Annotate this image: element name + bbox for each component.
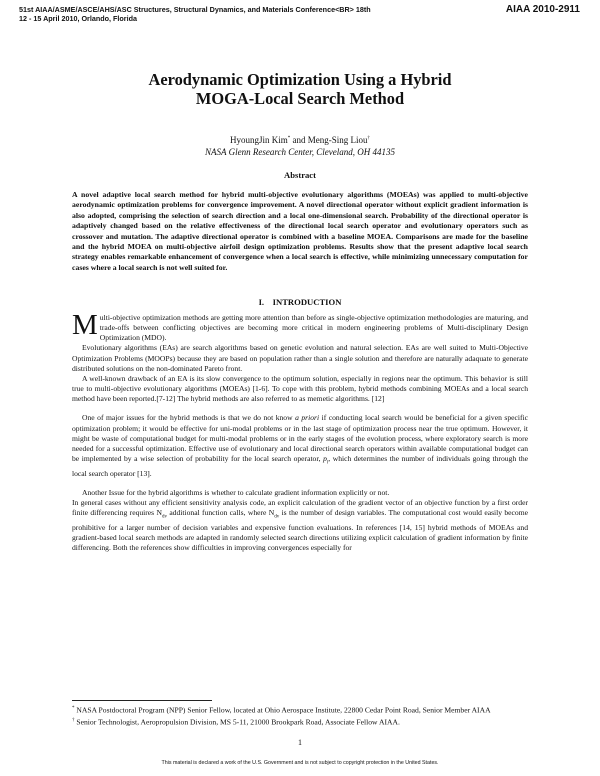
footnote-1: [72, 704, 528, 716]
author-2-mark: †: [367, 136, 370, 141]
paragraph-6-subscript-1: dv: [161, 514, 167, 520]
conference-line-2: 12 - 15 April 2010, Orlando, Florida: [19, 14, 137, 23]
page-number: 1: [298, 738, 302, 747]
footnotes: [72, 704, 528, 727]
paragraph-6-subscript-2: dv: [274, 514, 280, 520]
paper-id: AIAA 2010-2911: [505, 4, 580, 15]
footnote-1-text: NASA Postdoctoral Program (NPP) Senior Fellow, located at Ohio Aerospace Institute, 22800 Cedar Point Road, Senior Member AIAA: [74, 705, 491, 715]
conference-header: [19, 5, 459, 23]
title-line-1: Aerodynamic Optimization Using a Hybrid: [148, 70, 452, 89]
paper-title: [0, 70, 600, 108]
footnote-2-mark: †: [72, 717, 75, 723]
footnote-divider: [72, 700, 212, 701]
paragraph-4-subscript: l: [326, 460, 329, 466]
paragraph-6: [72, 498, 528, 553]
paragraph-5: Another Issue for the hybrid algorithms is whether to calculate gradient information explicitly or not.: [82, 487, 390, 497]
paragraph-4-part-a: One of major issues for the hybrid methods is that we do not know: [82, 413, 296, 423]
paragraph-6-part-b: additional function calls, where N: [166, 508, 275, 518]
author-and: and: [290, 135, 308, 145]
paragraph-1: [72, 309, 528, 343]
title-line-2: MOGA-Local Search Method: [195, 89, 405, 108]
footnote-2-text: Senior Technologist, Aeropropulsion Division, MS 5-11, 21000 Brookpark Road, Associate Fellow AIAA.: [74, 717, 400, 727]
abstract-heading: Abstract: [284, 170, 316, 180]
paragraph-1-text: ulti-objective optimization methods are getting more attention than before as single-objective optimization methodologies are maturing, and trade-offs between conflicting objectives are becoming more critical in modern engineering problems of Multi-disciplinary Design Optimization (MDO).: [99, 313, 528, 343]
paragraph-4-variable: p: [323, 454, 327, 464]
paragraph-4-part-c: , which determines the number of individuals going through the local search operator [13].: [72, 454, 528, 478]
copyright-note: This material is declared a work of the U.S. Government and is not subject to copyright protection in the United States.: [161, 760, 439, 766]
footnote-2: [72, 716, 528, 728]
paragraph-6-part-a: In general cases without any efficient sensitivity analysis code, an explicit calculation of the gradient vector of an objective function by a first order finite differencing requires N: [72, 498, 528, 518]
paragraph-3: A well-known drawback of an EA is its slow convergence to the optimum solution, especially in regions near the optimum. This behavior is still true to multi-objective evolutionary algorithms (MOEAs) [1-6]. To cope with this problem, hybrid methods combining MOEAs and a local search method have been reported.[7-12] The hybrid methods are also referred to as memetic algorithms. [12]: [72, 373, 528, 404]
paragraph-6-part-c: is the number of design variables. The computational cost would easily become prohibitive for a larger number of decision variables and expensive function evaluations. In references [14, 15] hybrid methods of MOEAs and gradient-based local search methods are adapted in randomly selected search directions utilizing explicit calculation of gradient information by finite differencing. Both the references show difficulties in improving convergences especially for: [72, 508, 528, 553]
author-1: HyoungJin Kim: [229, 135, 288, 145]
conference-line-1: 51st AIAA/ASME/ASCE/AHS/ASC Structures, Structural Dynamics, and Materials Conference<BR> 18th: [19, 5, 371, 14]
author-line: [0, 133, 600, 146]
introduction-body: [72, 309, 528, 553]
abstract-text: A novel adaptive local search method for hybrid multi-objective evolutionary algorithms (MOEAs) was applied to multi-objective aerodynamic optimization problems for convergence improvement. A novel directional operator without explicit gradient information is also adopted, comprising the selection of search direction and a local one-dimensional search. Probability of the directional operator is adaptively changed based on the relative effectiveness of the directional local search operator and evolutionary operators such as crossover and mutation. The adaptive directional operator is combined with a baseline MOEA. Comparisons are made for the baseline and the hybrid MOEA on multi-objective airfoil design optimization problems. Results show that the present adaptive local search strategy enables remarkable enhancement of convergence when a local search is effective, while minimizing unnecessary computation for cases where a local search is not well suited for.: [72, 190, 528, 272]
paragraph-4-emphasis: a priori: [295, 413, 320, 423]
paragraph-4-part-b: if conducting local search would be beneficial for a given specific optimization problem; it would be effective for uni-modal problems or in the last stage of optimization process near the true optimum. However, it might be waste of computational budget for multi-modal problems or in the early stages of the evolution process, where exploratory search is more needed for a successful optimization. Effective use of evolutionary and local directional search operators within available computational budget can be implemented by a wise selection of probability for the local search operator,: [72, 413, 528, 464]
author-2: Meng-Sing Liou: [307, 135, 368, 145]
paragraph-2: Evolutionary algorithms (EAs) are search algorithms based on genetic evolution and natural selection. EAs are well suited to Multi-Objective Optimization Problems (MOOPs) because they are based on population rather than a single solution and therefore are naturally adaquate to generate distributed solutions on the non-dominated Pareto front.: [72, 343, 528, 373]
section-heading-introduction: I. INTRODUCTION: [258, 297, 342, 307]
affiliation: NASA Glenn Research Center, Cleveland, OH 44135: [205, 147, 395, 157]
author-block: [0, 133, 600, 158]
drop-cap: M: [72, 309, 98, 341]
paragraph-4: [72, 413, 528, 478]
author-1-mark: *: [287, 136, 291, 141]
footnote-1-mark: *: [72, 706, 75, 711]
